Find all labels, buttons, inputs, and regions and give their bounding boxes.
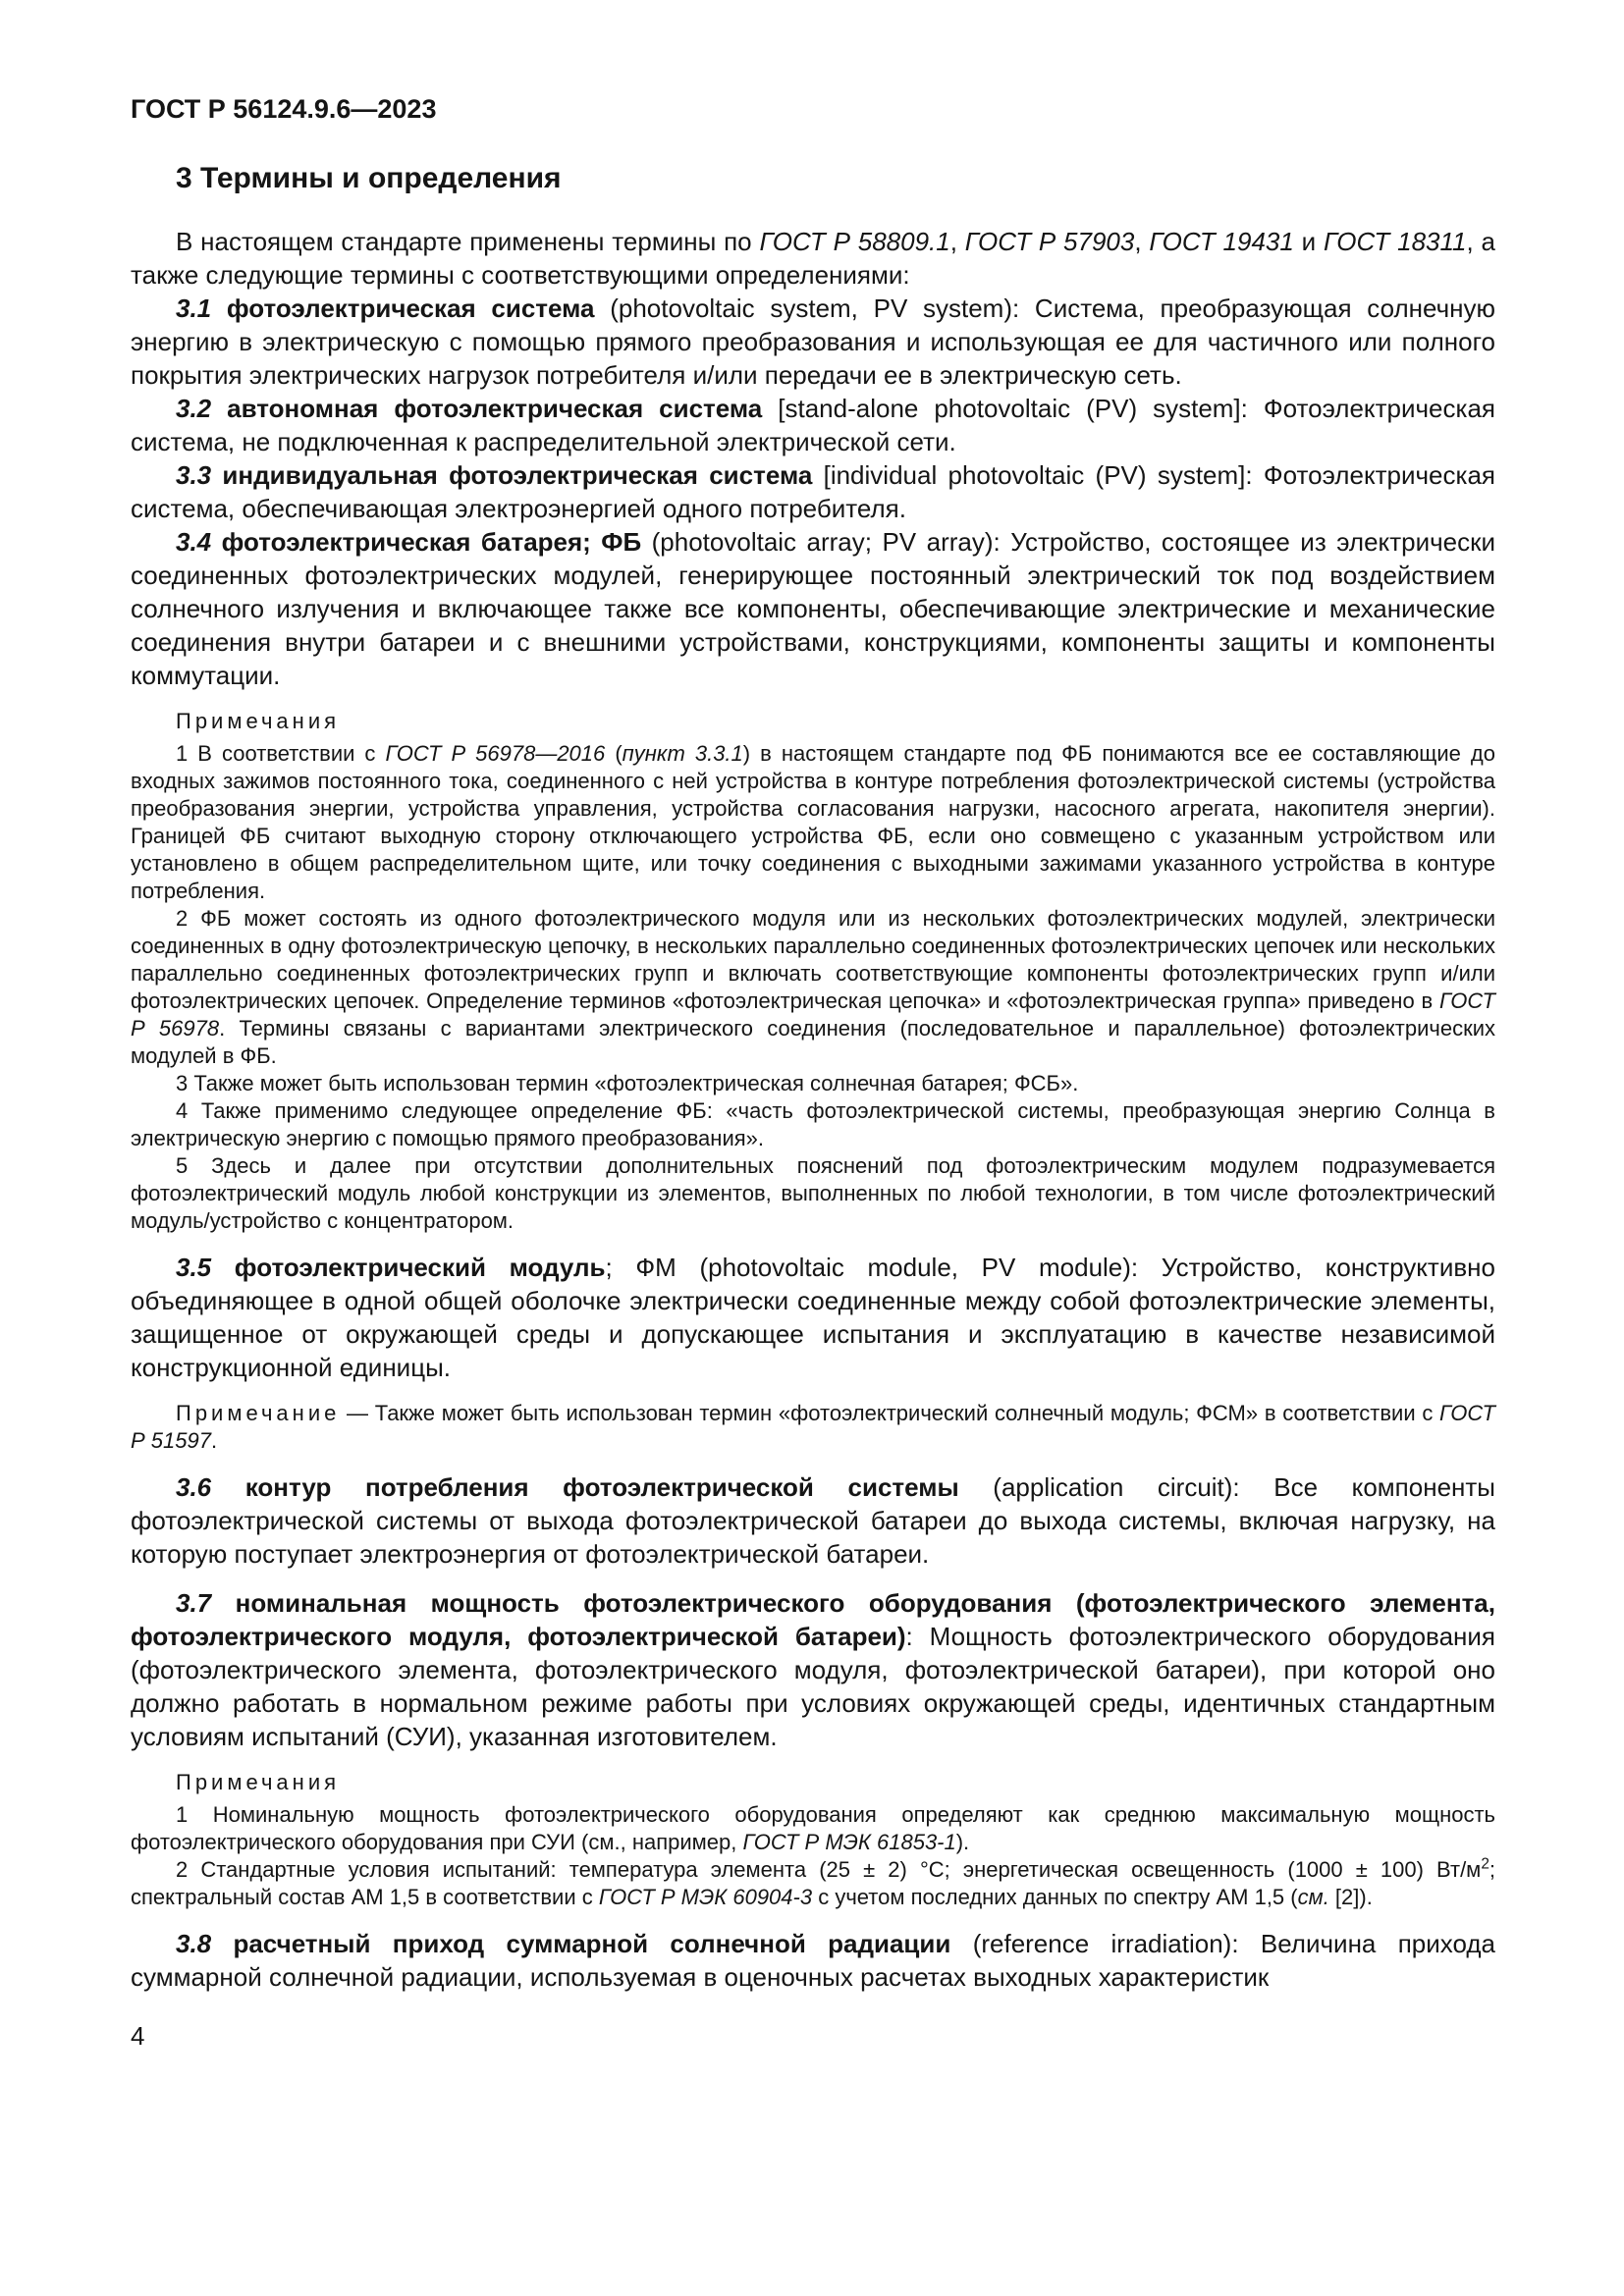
text-run: 5 Здесь и далее при отсутствии дополнительных пояснений под фотоэлектрическим модулем подразумевается фотоэлектрический модуль любой конструкции из элементов, выполненных по любой технологии, в том числе фотоэлектрический модуль/устройство с концентратором. — [131, 1153, 1495, 1233]
text-run: ГОСТ Р МЭК 61853-1 — [742, 1830, 956, 1854]
text-run: (reference irradiation): Величина прихода суммарной солнечной радиации, используемая в оценочных расчетах выходных характеристик — [131, 1929, 1495, 1992]
text-run: 3.5 — [176, 1253, 235, 1282]
text-run: расчетный приход суммарной солнечной радиации — [233, 1929, 951, 1958]
text-run: индивидуальная фотоэлектрическая система — [222, 460, 813, 490]
text-run: [individual photovoltaic (PV) system]: Фотоэлектрическая система, обеспечивающая электроэнергией одного потребителя. — [131, 460, 1495, 523]
text-run: [stand-alone photovoltaic (PV) system]: Фотоэлектрическая система, не подключенная к распределительной электрической сети. — [131, 394, 1495, 456]
text-run: см. — [1297, 1885, 1329, 1909]
text-run: ГОСТ 19431 — [1149, 227, 1294, 256]
document-footer — [131, 2021, 1495, 2091]
text-run: , — [1134, 227, 1150, 256]
text-run: ; спектральный состав АМ 1,5 в соответствии с — [131, 1857, 1495, 1909]
note-3-7-1 — [131, 1801, 1495, 1856]
text-run: ( — [605, 741, 623, 766]
note-3-7-2 — [131, 1856, 1495, 1911]
note-3-5 — [131, 1400, 1495, 1455]
text-run: фотоэлектрический модуль — [234, 1253, 606, 1282]
notes-label-1 — [131, 708, 1495, 735]
text-run: 1 Номинальную мощность фотоэлектрического оборудования определяют как среднюю максимальную мощность фотоэлектрического оборудования при СУИ (см., например, — [131, 1802, 1495, 1854]
note-3-4-2 — [131, 905, 1495, 1070]
intro-paragraph — [131, 225, 1495, 292]
note-3-4-4 — [131, 1097, 1495, 1152]
term-3-2 — [131, 392, 1495, 458]
text-run: 2 — [1481, 1855, 1489, 1873]
text-run: [2]). — [1328, 1885, 1373, 1909]
text-run: 1 В соответствии с — [176, 741, 386, 766]
text-run: , — [949, 227, 965, 256]
text-run: фотоэлектрическая система — [226, 294, 595, 323]
text-run: 3.7 — [176, 1588, 236, 1618]
text-run: 3.3 — [176, 460, 223, 490]
document-code: ГОСТ Р 56124.9.6—2023 — [131, 94, 437, 124]
text-run: с учетом последних данных по спектру АМ 1,5 ( — [812, 1885, 1298, 1909]
text-run: пункт 3.3.1 — [622, 741, 743, 766]
text-run: 2 ФБ может состоять из одного фотоэлектрического модуля или из нескольких фотоэлектрических модулей, электрически соединенных в одну фотоэлектрическую цепочку, в нескольких параллельно соединенных фотоэлектрических цепочек или нескольких параллельно соединенных фотоэлектрических групп и включать соответствующие компоненты фотоэлектрических групп и/или фотоэлектрических цепочек. Определение терминов «фотоэлектрическая цепочка» и «фотоэлектрическая группа» приведено в — [131, 906, 1495, 1013]
term-3-6 — [131, 1470, 1495, 1571]
text-run: 3.2 — [176, 394, 228, 423]
text-run: В настоящем стандарте применены термины по — [176, 227, 760, 256]
text-run: ) в настоящем стандарте под ФБ понимаются все ее составляющие до входных зажимов постоянного тока, соединенного с ней устройства в контуре потребления фотоэлектрической системы (устройства преобразования энергии, устройства управления, устройства согласования нагрузки, насосного агрегата, накопителя энергии). Границей ФБ считают выходную сторону отключающего устройства ФБ, если оно совмещено с указанным устройством или установлено в общем распределительном щите, или точку соединения с выходными зажимами указанного устройства в контуре потребления. — [131, 741, 1495, 903]
note-3-4-3 — [131, 1070, 1495, 1097]
text-run: . — [210, 1428, 218, 1453]
text-run: ; ФМ (photovoltaic module, PV module): Устройство, конструктивно объединяющее в одной общей оболочке электрически соединенные между собой фотоэлектрические элементы, защищенное от окружающей среды и допускающее испытания и эксплуатацию в качестве независимой конструкционной единицы. — [131, 1253, 1495, 1382]
text-run: ГОСТ Р 56978—2016 — [385, 741, 606, 766]
note-3-4-1 — [131, 740, 1495, 905]
text-run: Примечания — [176, 1770, 341, 1794]
text-run: — Также может быть использован термин «фотоэлектрический солнечный модуль; ФСМ» в соответствии с — [340, 1401, 1440, 1425]
text-run: (application circuit): Все компоненты фотоэлектрической системы от выхода фотоэлектрической батареи до выхода системы, включая нагрузку, на которую поступает электроэнергия от фотоэлектрической батареи. — [131, 1472, 1495, 1569]
text-run: ГОСТ Р 58809.1 — [759, 227, 950, 256]
notes-label-2 — [131, 1769, 1495, 1796]
text-run: ГОСТ 18311 — [1324, 227, 1467, 256]
term-3-3 — [131, 458, 1495, 525]
text-run: 2 Стандартные условия испытаний: температура элемента (25 ± 2) °С; энергетическая освещенность (1000 ± 100) Вт/м — [176, 1857, 1482, 1882]
section-heading — [131, 162, 1495, 195]
text-run: 3 Термины и определения — [176, 162, 562, 194]
text-run: ГОСТ Р 57903 — [964, 227, 1135, 256]
term-3-4 — [131, 525, 1495, 692]
term-3-8 — [131, 1927, 1495, 1994]
text-run: контур потребления фотоэлектрической системы — [244, 1472, 959, 1502]
text-run: ). — [955, 1830, 970, 1854]
text-run: 4 Также применимо следующее определение ФБ: «часть фотоэлектрической системы, преобразующая энергию Солнца в электрическую энергию с помощью прямого преобразования». — [131, 1098, 1495, 1150]
term-3-5 — [131, 1251, 1495, 1384]
document-content — [131, 162, 1495, 1994]
text-run: номинальная мощность фотоэлектрического оборудования (фотоэлектрического элемента, фотоэлектрического модуля, фотоэлектрической батареи) — [131, 1588, 1495, 1651]
text-run: Примечание — [176, 1401, 341, 1425]
term-3-7 — [131, 1586, 1495, 1753]
text-run: ГОСТ Р МЭК 60904-3 — [598, 1885, 813, 1909]
text-run: автономная фотоэлектрическая система — [227, 394, 763, 423]
document-header — [131, 94, 1495, 125]
note-3-4-5 — [131, 1152, 1495, 1235]
text-run: , а также следующие термины с соответствующими определениями: — [131, 227, 1496, 290]
text-run: 3.6 — [176, 1472, 245, 1502]
text-run: и — [1293, 227, 1324, 256]
text-run: 3.4 — [176, 527, 222, 557]
text-run: ГОСТ Р 51597 — [131, 1401, 1495, 1453]
text-run: : Мощность фотоэлектрического оборудования (фотоэлектрического элемента, фотоэлектрического модуля, фотоэлектрической батареи), при которой оно должно работать в нормальном режиме работы при условиях окружающей среды, идентичных стандартным условиям испытаний (СУИ), указанная изготовителем. — [131, 1622, 1495, 1751]
text-run: Примечания — [176, 709, 341, 733]
text-run: 3.1 — [176, 294, 227, 323]
term-3-1 — [131, 292, 1495, 392]
text-run: . Термины связаны с вариантами электрического соединения (последовательное и параллельное) фотоэлектрических модулей в ФБ. — [131, 1016, 1495, 1068]
text-run: фотоэлектрическая батарея; ФБ — [221, 527, 642, 557]
text-run: (photovoltaic array; PV array): Устройство, состоящее из электрически соединенных фотоэлектрических модулей, генерирующее постоянный электрический ток под воздействием солнечного излучения и включающее также все компоненты, обеспечивающие электрические и механические соединения внутри батареи и с внешними устройствами, конструкциями, компоненты защиты и компоненты коммутации. — [131, 527, 1495, 690]
text-run: (photovoltaic system, PV system): Система, преобразующая солнечную энергию в электрическую с помощью прямого преобразования и использующая ее для частичного или полного покрытия электрических нагрузок потребителя и/или передачи ее в электрическую сеть. — [131, 294, 1496, 390]
text-run: 3.8 — [176, 1929, 234, 1958]
text-run: 3 Также может быть использован термин «фотоэлектрическая солнечная батарея; ФСБ». — [176, 1071, 1079, 1095]
page-number: 4 — [131, 2021, 145, 2051]
text-run: ГОСТ Р 56978 — [131, 988, 1495, 1041]
